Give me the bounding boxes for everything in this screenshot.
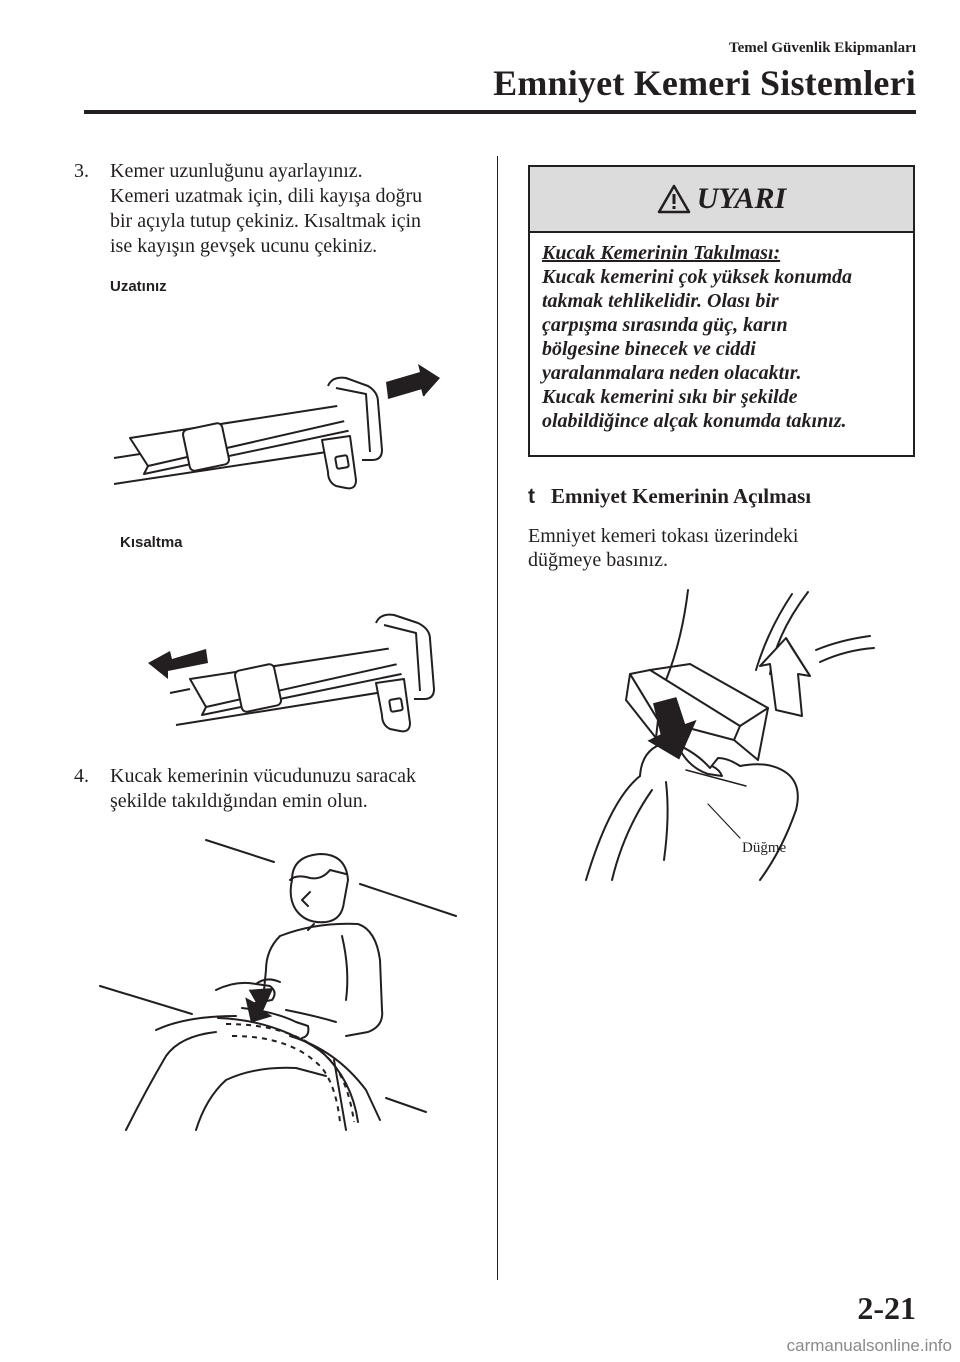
step-number: 3. (74, 160, 89, 182)
warning-line: yaralanmalara neden olacaktır. (542, 362, 802, 384)
paragraph-line: düğmeye basınız. (528, 549, 668, 571)
step-line: ise kayışın gevşek ucunu çekiniz. (110, 235, 378, 257)
warning-box (528, 165, 915, 457)
belt-shorten-illustration (140, 605, 460, 745)
step-line: Kucak kemerinin vücudunuzu saracak (110, 765, 416, 787)
warning-subtitle: Kucak Kemerinin Takılması: (542, 242, 781, 264)
release-paragraph (528, 524, 888, 572)
paragraph-line: Emniyet kemeri tokası üzerindeki (528, 525, 799, 547)
step-line: bir açıyla tutup çekiniz. Kısaltmak için (110, 210, 422, 232)
warning-line: olabildiğince alçak konumda takınız. (542, 410, 847, 432)
chapter-title: Emniyet Kemeri Sistemleri (493, 63, 916, 103)
page-number: 2-21 (857, 1290, 916, 1326)
step-line: Kemeri uzatmak için, dili kayışa doğru (110, 185, 423, 207)
warning-line: Kucak kemerini sıkı bir şekilde (542, 386, 798, 408)
warning-line: takmak tehlikelidir. Olası bir (542, 290, 779, 312)
heading-marker: t (528, 485, 535, 508)
watermark-text: carmanualsonline.info (786, 1336, 952, 1355)
warning-line: bölgesine binecek ve ciddi (542, 338, 756, 360)
warning-line: çarpışma sırasında güç, karın (542, 314, 788, 336)
seated-person-illustration (96, 840, 466, 1130)
section-heading (528, 484, 811, 509)
warning-line: Kucak kemerini çok yüksek konumda (542, 266, 853, 288)
belt-lengthen-illustration (100, 360, 460, 500)
step-3 (74, 159, 494, 259)
warning-title: UYARI (696, 182, 787, 215)
buckle-release-illustration (570, 590, 880, 880)
step-line: Kemer uzunluğunu ayarlayınız. (110, 160, 363, 182)
warning-body (530, 233, 913, 433)
step-number: 4. (74, 765, 89, 787)
column-divider (497, 156, 498, 1280)
header-rule (84, 110, 916, 114)
step-4 (74, 764, 494, 814)
step-line: şekilde takıldığından emin olun. (110, 790, 368, 812)
warning-header (530, 167, 913, 233)
warning-triangle-icon (657, 184, 691, 214)
lengthen-caption: Uzatınız (110, 278, 167, 295)
shorten-caption: Kısaltma (120, 534, 183, 551)
heading-title: Emniyet Kemerinin Açılması (551, 484, 812, 508)
button-label: Düğme (742, 840, 787, 856)
section-title: Temel Güvenlik Ekipmanları (729, 40, 916, 56)
